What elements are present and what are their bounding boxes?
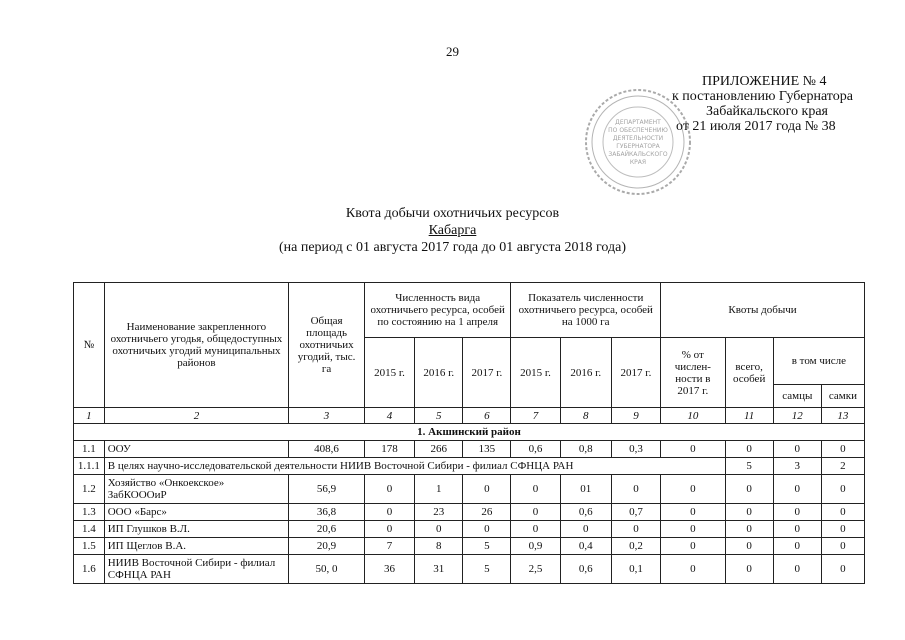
cell-pop-2016: 23 [415,504,463,521]
cell-name: НИИВ Восточной Сибири - филиал СФНЦА РАН [104,555,288,584]
table-row [74,555,865,584]
cell-pop-2017: 135 [463,441,511,458]
appendix-block [668,74,892,134]
col-number: 1 [74,408,105,424]
col-number: 7 [511,408,560,424]
cell-area: 50, 0 [289,555,365,584]
cell-den-2015: 0 [511,504,560,521]
cell-den-2016: 0 [560,521,611,538]
cell-name: ИП Глушков В.Л. [104,521,288,538]
header-density: Показатель численности охотничьего ресурса, особей на 1000 га [511,283,661,338]
heading-title: Квота добычи охотничьих ресурсов [345,206,560,221]
col-number: 3 [289,408,365,424]
col-number: 6 [463,408,511,424]
header-incl: в том числе [773,338,864,385]
col-number: 8 [560,408,611,424]
cell-total: 0 [725,521,773,538]
header-pop-2016: 2016 г. [415,338,463,408]
svg-text:ПО ОБЕСПЕЧЕНИЮ: ПО ОБЕСПЕЧЕНИЮ [608,127,668,134]
table-row [74,458,865,475]
header-population: Численность вида охотничьего ресурса, особей по состоянию на 1 апреля [364,283,511,338]
cell-den-2015: 0 [511,475,560,504]
cell-pop-2017: 0 [463,521,511,538]
cell-pop-2016: 0 [415,521,463,538]
cell-pop-2016: 8 [415,538,463,555]
cell-den-2017: 0 [611,475,660,504]
cell-area: 408,6 [289,441,365,458]
svg-text:КРАЯ: КРАЯ [629,159,647,166]
cell-pop-2015: 36 [364,555,414,584]
cell-total: 0 [725,504,773,521]
heading-period: (на период с 01 августа 2017 года до 01 августа 2018 года) [278,240,626,255]
table-row [74,538,865,555]
cell-females: 0 [821,504,864,521]
cell-num: 1.3 [74,504,105,521]
appendix-title: ПРИЛОЖЕНИЕ № 4 [702,74,827,89]
cell-name: ИП Щеглов В.А. [104,538,288,555]
cell-num: 1.2 [74,475,105,504]
header-row-1 [74,283,865,338]
appendix-line-1: к постановлению Губернатора [672,89,853,104]
cell-den-2016: 0,6 [560,555,611,584]
cell-num: 1.1 [74,441,105,458]
cell-name: В целях научно-исследовательской деятельности НИИВ Восточной Сибири - филиал СФНЦА РАН [104,458,725,475]
cell-percent: 0 [661,538,726,555]
cell-den-2016: 01 [560,475,611,504]
district-row [74,424,865,441]
cell-den-2017: 0,1 [611,555,660,584]
appendix-line-2: Забайкальского края [705,104,828,119]
col-number: 5 [415,408,463,424]
cell-den-2015: 2,5 [511,555,560,584]
cell-percent: 0 [661,475,726,504]
cell-percent: 0 [661,504,726,521]
header-males: самцы [773,385,821,408]
cell-name: ООО «Барс» [104,504,288,521]
cell-males: 0 [773,555,821,584]
cell-num: 1.5 [74,538,105,555]
cell-females: 0 [821,475,864,504]
cell-pop-2015: 0 [364,521,414,538]
cell-num: 1.1.1 [74,458,105,475]
cell-num: 1.4 [74,521,105,538]
cell-males: 0 [773,504,821,521]
cell-males: 0 [773,441,821,458]
cell-total: 0 [725,538,773,555]
col-number: 9 [611,408,660,424]
header-den-2015: 2015 г. [511,338,560,408]
header-name: Наименование закрепленного охотничьего угодья, общедоступных охотничьих угодий муниципальных районов [104,283,288,408]
svg-text:ЗАБАЙКАЛЬСКОГО: ЗАБАЙКАЛЬСКОГО [608,151,668,158]
quota-table [73,282,865,584]
cell-den-2015: 0,9 [511,538,560,555]
header-den-2017: 2017 г. [611,338,660,408]
cell-total: 0 [725,441,773,458]
table-row [74,441,865,458]
cell-percent: 0 [661,555,726,584]
cell-name: ООУ [104,441,288,458]
header-females: самки [821,385,864,408]
cell-pop-2016: 1 [415,475,463,504]
cell-name: Хозяйство «Онкоекское» ЗабКОООиР [104,475,288,504]
svg-text:ГУБЕРНАТОРА: ГУБЕРНАТОРА [616,143,660,150]
cell-pop-2016: 266 [415,441,463,458]
header-num: № [74,283,105,408]
cell-percent: 0 [661,441,726,458]
district-title: 1. Акшинский район [74,424,865,441]
cell-den-2016: 0,6 [560,504,611,521]
cell-area: 20,9 [289,538,365,555]
cell-pop-2017: 26 [463,504,511,521]
table-row [74,521,865,538]
cell-den-2015: 0,6 [511,441,560,458]
cell-den-2016: 0,8 [560,441,611,458]
cell-area: 20,6 [289,521,365,538]
cell-females: 0 [821,555,864,584]
cell-total: 0 [725,475,773,504]
cell-pop-2016: 31 [415,555,463,584]
col-number: 4 [364,408,414,424]
svg-text:ДЕЯТЕЛЬНОСТИ: ДЕЯТЕЛЬНОСТИ [612,135,664,142]
cell-den-2017: 0 [611,521,660,538]
cell-females: 0 [821,441,864,458]
cell-den-2015: 0 [511,521,560,538]
cell-percent: 0 [661,521,726,538]
cell-pop-2015: 0 [364,475,414,504]
table-row [74,504,865,521]
header-area: Общая площадь охотничьих угодий, тыс. га [289,283,365,408]
cell-males: 0 [773,521,821,538]
cell-pop-2017: 0 [463,475,511,504]
header-pop-2017: 2017 г. [463,338,511,408]
cell-males: 0 [773,538,821,555]
cell-den-2017: 0,7 [611,504,660,521]
cell-den-2017: 0,3 [611,441,660,458]
cell-pop-2015: 0 [364,504,414,521]
heading-species: Кабарга [428,223,477,238]
col-number: 13 [821,408,864,424]
header-total: всего, особей [725,338,773,408]
col-number: 11 [725,408,773,424]
cell-pop-2015: 7 [364,538,414,555]
table-row [74,475,865,504]
cell-total: 0 [725,555,773,584]
column-numbers-row [74,408,865,424]
header-den-2016: 2016 г. [560,338,611,408]
col-number: 12 [773,408,821,424]
cell-num: 1.6 [74,555,105,584]
page-number: 29 [446,44,459,59]
col-number: 2 [104,408,288,424]
appendix-line-3: от 21 июля 2017 года № 38 [676,119,836,134]
cell-females: 0 [821,521,864,538]
cell-females: 0 [821,538,864,555]
cell-area: 56,9 [289,475,365,504]
cell-males: 3 [773,458,821,475]
document-heading [0,205,905,256]
cell-den-2017: 0,2 [611,538,660,555]
cell-den-2016: 0,4 [560,538,611,555]
cell-pop-2017: 5 [463,538,511,555]
cell-males: 0 [773,475,821,504]
header-percent: % от числен-ности в 2017 г. [661,338,726,408]
cell-area: 36,8 [289,504,365,521]
col-number: 10 [661,408,726,424]
cell-pop-2017: 5 [463,555,511,584]
cell-pop-2015: 178 [364,441,414,458]
header-pop-2015: 2015 г. [364,338,414,408]
header-quotas: Квоты добычи [661,283,865,338]
svg-text:ДЕПАРТАМЕНТ: ДЕПАРТАМЕНТ [615,119,661,126]
cell-total: 5 [725,458,773,475]
cell-females: 2 [821,458,864,475]
